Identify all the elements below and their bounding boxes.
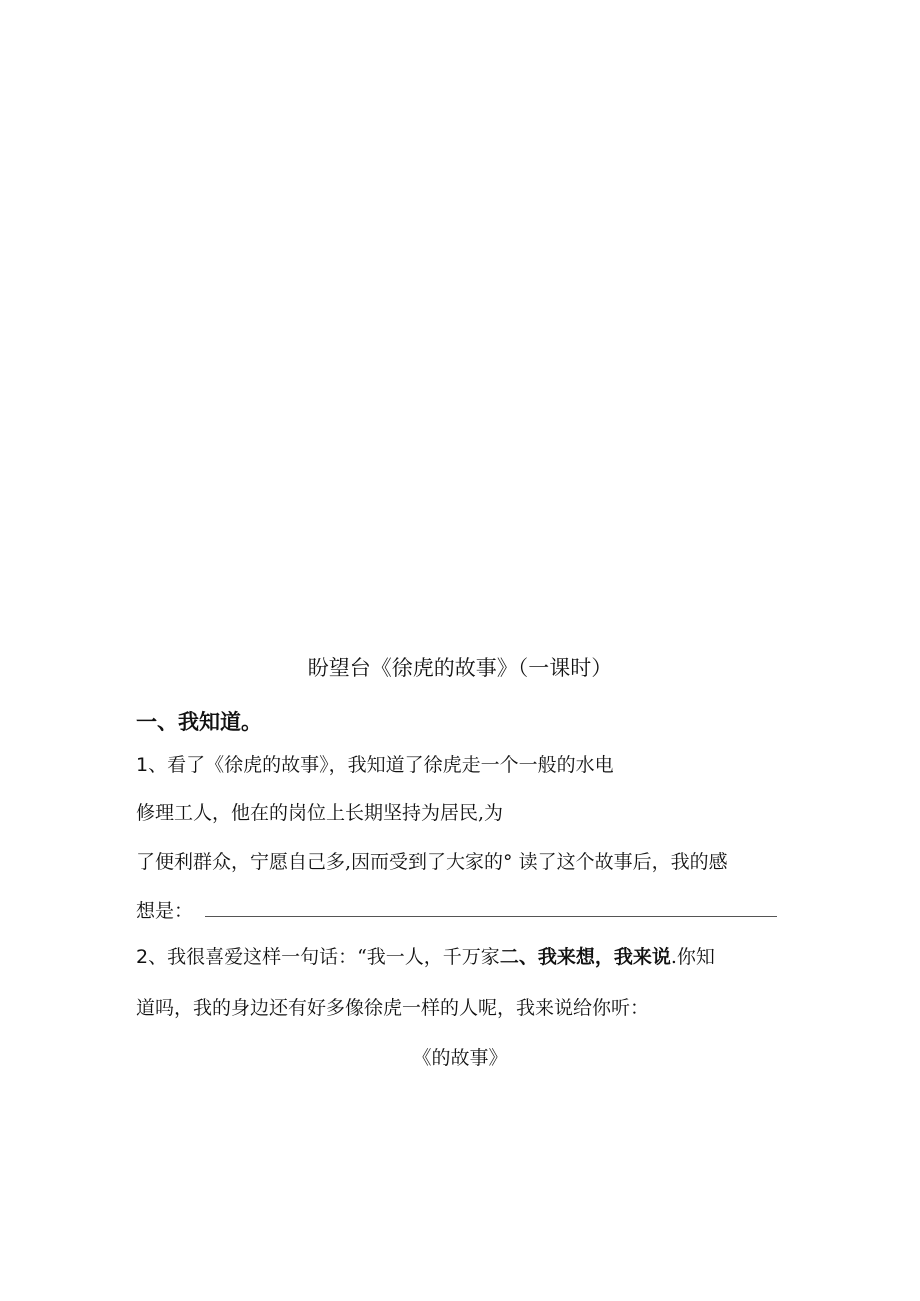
question-2-text-1: 我很喜爱这样一句话：“我一人，千万家 xyxy=(167,946,500,968)
question-2-text-tail: .你知 xyxy=(670,946,715,968)
question-1-line-1 xyxy=(136,752,614,778)
question-1-line-4: 想是： xyxy=(136,900,194,922)
question-2-line-1 xyxy=(136,944,715,970)
question-1-number: 1、 xyxy=(136,754,168,776)
question-2-line-2: 道吗，我的身边还有好多像徐虎一样的人呢，我来说给你听： xyxy=(136,997,650,1019)
section-heading-think-say: 二、我来想，我来说 xyxy=(499,946,671,968)
question-1-text-1: 看了《徐虎的故事》，我知道了徐虎走一个一般的水电 xyxy=(167,754,614,776)
question-2-number: 2、 xyxy=(136,946,168,968)
answer-blank-line[interactable] xyxy=(205,916,777,917)
section-heading-i-know: 一、我知道。 xyxy=(136,710,262,734)
question-1-line-3: 了便利群众，宁愿自己多,因而受到了大家的° 读了这个故事后，我的感 xyxy=(136,851,728,873)
story-title: 《的故事》 xyxy=(412,1047,508,1069)
page-title: 盼望台《徐虎的故事》（一课时） xyxy=(307,656,613,680)
question-1-line-2: 修理工人，他在的岗位上长期坚持为居民,为 xyxy=(136,802,504,824)
